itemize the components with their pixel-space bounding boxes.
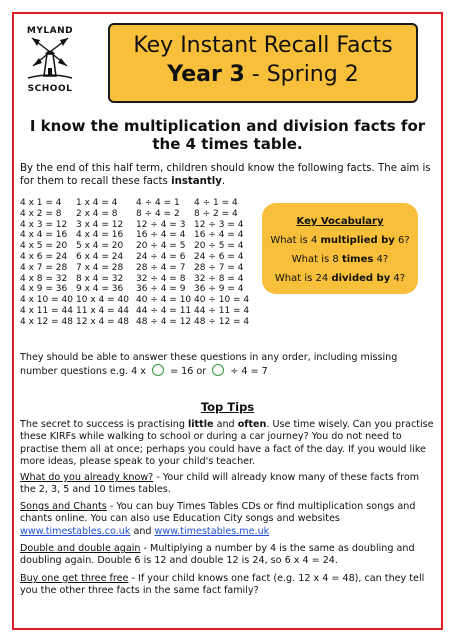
fact-item: 4 ÷ 1 = 4 — [194, 198, 238, 208]
fact-item: 4 x 10 = 40 — [20, 295, 73, 306]
fact-item: 12 x 4 = 48 — [76, 316, 129, 327]
tip-little-and-often — [20, 419, 435, 469]
missing-number-circle-2 — [212, 364, 224, 376]
fact-item: 4 x 12 = 48 — [20, 316, 73, 327]
fact-item: 3 x 4 = 12 — [76, 219, 124, 230]
vocab-q3-key: divided by — [331, 273, 391, 284]
fact-item: 5 x 4 = 20 — [76, 241, 124, 252]
fact-item: 4 x 4 = 16 — [20, 230, 68, 241]
tip5-heading: Buy one get three free — [20, 573, 129, 584]
vocab-q2-post: 4? — [373, 254, 389, 265]
vocab-q2-key: times — [341, 254, 374, 265]
tip3-heading: Songs and Chants — [20, 501, 107, 512]
fact-item: 12 ÷ 4 = 3 — [136, 219, 186, 230]
vocabulary-heading: Key Vocabulary — [296, 216, 384, 227]
fact-item: 28 ÷ 7 = 4 — [194, 262, 244, 273]
timestables-co-uk-link[interactable]: www.timestables.co.uk — [20, 525, 131, 537]
learning-objective: I know the multiplication and division facts for the 4 times table. — [29, 117, 426, 153]
facts-column-divide-by-4 — [136, 198, 194, 328]
vocabulary-question-2 — [262, 250, 418, 269]
page-title: Key Instant Recall Facts — [133, 33, 393, 58]
tip1-often: often — [237, 419, 267, 430]
title-banner — [108, 23, 418, 103]
school-name-bottom: SCHOOL — [27, 84, 73, 94]
vocab-q1-key: multiplied by — [320, 235, 395, 246]
fact-item: 4 x 9 = 36 — [20, 284, 68, 295]
fact-item: 11 x 4 = 44 — [76, 305, 129, 316]
fact-item: 10 x 4 = 40 — [76, 295, 129, 306]
fact-item: 4 x 4 = 16 — [76, 230, 124, 241]
tip1-little: little — [187, 419, 214, 430]
tip2-text: - Your child will already know many of these facts from the 2, 3, 5 and 10 times tables. — [20, 472, 420, 496]
vocab-q1-pre: What is 4 — [270, 235, 321, 246]
fact-item: 48 ÷ 12 = 4 — [194, 316, 250, 327]
fact-item: 28 ÷ 4 = 7 — [136, 262, 186, 273]
tip3-text: - You can buy Times Tables CDs or find multiplication songs and chants online. You can also use Education City songs and websites — [20, 501, 416, 525]
title-separator: - — [244, 62, 267, 87]
tip1-text-a: The secret to success is practising — [20, 419, 188, 430]
term-label: Spring 2 — [266, 62, 359, 87]
missing-number-paragraph — [20, 352, 435, 378]
fact-item: 1 x 4 = 4 — [76, 198, 118, 208]
facts-column-divide-to-4 — [194, 198, 252, 328]
fact-item: 36 ÷ 4 = 9 — [136, 284, 186, 295]
fact-item: 44 ÷ 11 = 4 — [194, 305, 250, 316]
fact-item: 12 ÷ 3 = 4 — [194, 219, 244, 230]
tip3-and: and — [130, 525, 155, 537]
school-name-top: MYLAND — [26, 26, 74, 36]
fact-item: 4 x 11 = 44 — [20, 305, 73, 316]
intro-paragraph — [20, 162, 435, 188]
fact-item: 40 ÷ 4 = 10 — [136, 295, 192, 306]
facts-column-multiply-by-4 — [76, 198, 136, 328]
fact-item: 32 ÷ 8 = 4 — [194, 273, 244, 284]
fact-item: 40 ÷ 10 = 4 — [194, 295, 250, 306]
tip4-heading: Double and double again — [20, 543, 141, 554]
tip-songs-and-chants — [20, 501, 435, 538]
vocab-q2-pre: What is 8 — [291, 254, 342, 265]
vocab-q3-pre: What is 24 — [274, 273, 332, 284]
fact-item: 8 x 4 = 32 — [76, 273, 124, 284]
fact-item: 16 ÷ 4 = 4 — [136, 230, 186, 241]
fact-item: 9 x 4 = 36 — [76, 284, 124, 295]
fact-item: 6 x 4 = 24 — [76, 251, 124, 262]
vocab-q1-post: 6? — [394, 235, 410, 246]
fact-item: 36 ÷ 9 = 4 — [194, 284, 244, 295]
fact-item: 20 ÷ 4 = 5 — [136, 241, 186, 252]
missing-number-circle-1 — [152, 364, 164, 376]
intro-end: . — [221, 176, 226, 187]
fact-item: 8 ÷ 2 = 4 — [194, 208, 238, 219]
tip-double-and-double — [20, 543, 435, 568]
tip-buy-one-get-three — [20, 573, 435, 598]
year-label: Year 3 — [167, 62, 245, 87]
intro-text: By the end of this half term, children should know the following facts. The aim is for them to recall these facts — [20, 163, 431, 187]
fact-item: 44 ÷ 4 = 11 — [136, 305, 192, 316]
vocabulary-question-1 — [262, 231, 418, 250]
fact-item: 4 x 1 = 4 — [20, 198, 62, 208]
answer-end: ÷ 4 = 7 — [227, 366, 268, 377]
school-logo — [18, 20, 82, 100]
fact-item: 48 ÷ 4 = 12 — [136, 316, 192, 327]
fact-item: 4 x 8 = 32 — [20, 273, 68, 284]
page-subtitle — [110, 62, 416, 87]
fact-item: 4 x 6 = 24 — [20, 251, 68, 262]
fact-item: 24 ÷ 4 = 6 — [136, 251, 186, 262]
tip5-text: - If your child knows one fact (e.g. 12 x 4 = 48), can they tell you the other three facts in the same fact family? — [20, 573, 425, 597]
fact-item: 24 ÷ 6 = 4 — [194, 251, 244, 262]
fact-item: 4 x 2 = 8 — [20, 208, 62, 219]
answer-middle: = 16 or — [167, 366, 210, 377]
tip-already-know — [20, 472, 435, 497]
intro-emphasis: instantly — [171, 176, 222, 187]
fact-item: 4 x 7 = 28 — [20, 262, 68, 273]
fact-item: 2 x 4 = 8 — [76, 208, 118, 219]
facts-column-multiply-4 — [20, 198, 76, 328]
fact-item: 7 x 4 = 28 — [76, 262, 124, 273]
tip1-text-e: . Use time wisely. Can you practise these KIRFs while walking to school or during a car journey? You do not need to practise them all at once; perhaps you could have a fact of the day. If you would like more ideas, please speak to your child's teacher. — [20, 419, 434, 468]
tip4-text: - Multiplying a number by 4 is the same as doubling and doubling again. Double 6 is 12 and double 12 is 24, so 6 x 4 = 24. — [20, 543, 415, 567]
fact-item: 8 ÷ 4 = 2 — [136, 208, 180, 219]
tip2-heading: What do you already know? — [20, 472, 154, 483]
vocabulary-question-3 — [262, 269, 418, 288]
fact-item: 20 ÷ 5 = 4 — [194, 241, 244, 252]
key-vocabulary-box — [262, 203, 418, 294]
tip1-text-c: and — [213, 419, 238, 430]
facts-table — [20, 198, 252, 328]
fact-item: 4 x 3 = 12 — [20, 219, 68, 230]
fact-item: 4 x 5 = 20 — [20, 241, 68, 252]
fact-item: 32 ÷ 4 = 8 — [136, 273, 186, 284]
answer-text: They should be able to answer these questions in any order, including missing number questions e.g. 4 x — [20, 352, 398, 377]
vocab-q3-post: 4? — [390, 273, 406, 284]
fact-item: 4 ÷ 4 = 1 — [136, 198, 180, 208]
timestables-me-uk-link[interactable]: www.timestables.me.uk — [154, 525, 270, 537]
fact-item: 16 ÷ 4 = 4 — [194, 230, 244, 241]
top-tips-heading: Top Tips — [200, 400, 255, 414]
